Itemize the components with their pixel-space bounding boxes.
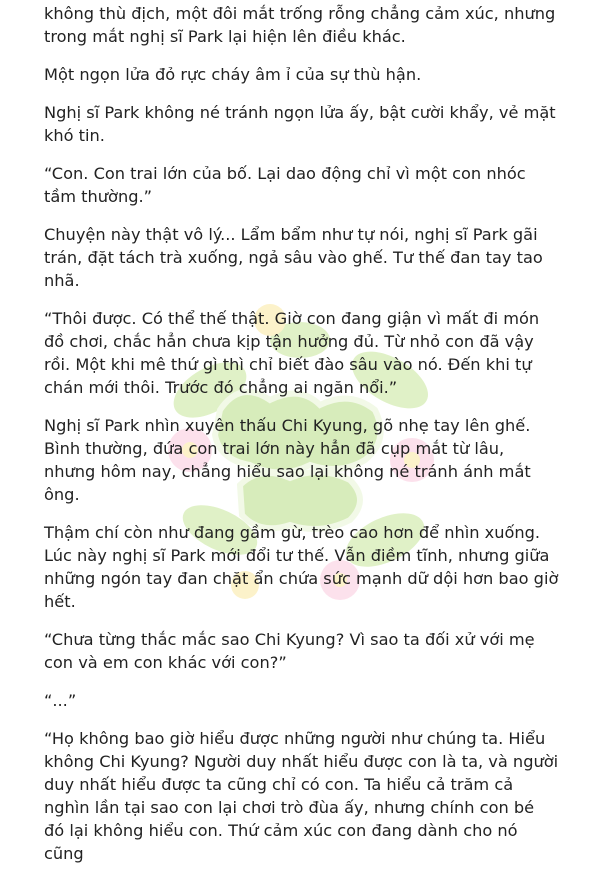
paragraph: “Chưa từng thắc mắc sao Chi Kyung? Vì sao ta đối xử với mẹ con và em con khác với con?” <box>44 630 535 672</box>
paragraph: Chuyện này thật vô lý... Lẩm bẩm như tự nói, nghị sĩ Park gãi trán, đặt tách trà xuống, ngả sâu vào ghế. Tư thế đan tay tao nhã. <box>44 225 543 290</box>
paragraph: “Thôi được. Có thể thế thật. Giờ con đang giận vì mất đi món đồ chơi, chắc hẳn chưa kịp tận hưởng đủ. Từ nhỏ con đã vậy rồi. Một khi mê thứ gì thì chỉ biết đào sâu vào nó. Đến khi tự chán mới thôi. Trước đó chẳng ai ngăn nổi.” <box>44 309 540 397</box>
paragraph: Nghị sĩ Park không né tránh ngọn lửa ấy, bật cười khẩy, vẻ mặt khó tin. <box>44 103 556 145</box>
paragraph: “Con. Con trai lớn của bố. Lại dao động chỉ vì một con nhóc tầm thường.” <box>44 164 526 206</box>
paragraph: “Họ không bao giờ hiểu được những người như chúng ta. Hiểu không Chi Kyung? Người duy nhất hiểu được con là ta, và người duy nhất hiểu được ta cũng chỉ có con. Ta hiểu cả trăm cả nghìn lần tại sao con lại chơi trò đùa ấy, nhưng chính con bé đó lại không hiểu con. Thứ cảm xúc con đang dành cho nó cũng <box>44 729 559 863</box>
paragraph: Thậm chí còn như đang gầm gừ, trèo cao hơn để nhìn xuống. Lúc này nghị sĩ Park mới đổi tư thế. Vẫn điềm tĩnh, nhưng giữa những ngón tay đan chặt ẩn chứa sức mạnh dữ dội hơn bao giờ hết. <box>44 523 559 611</box>
paragraph: Nghị sĩ Park nhìn xuyên thấu Chi Kyung, gõ nhẹ tay lên ghế. Bình thường, đứa con trai lớn này hẳn đã cụp mắt từ lâu, nhưng hôm nay, chẳng hiểu sao lại không né tránh ánh mắt ông. <box>44 416 531 504</box>
paragraph: không thù địch, một đôi mắt trống rỗng chẳng cảm xúc, nhưng trong mắt nghị sĩ Park lại hiện lên điều khác. <box>44 4 556 46</box>
paragraph: Một ngọn lửa đỏ rực cháy âm ỉ của sự thù hận. <box>44 65 422 84</box>
paragraph: “...” <box>44 691 77 710</box>
document-body <box>44 2 559 880</box>
